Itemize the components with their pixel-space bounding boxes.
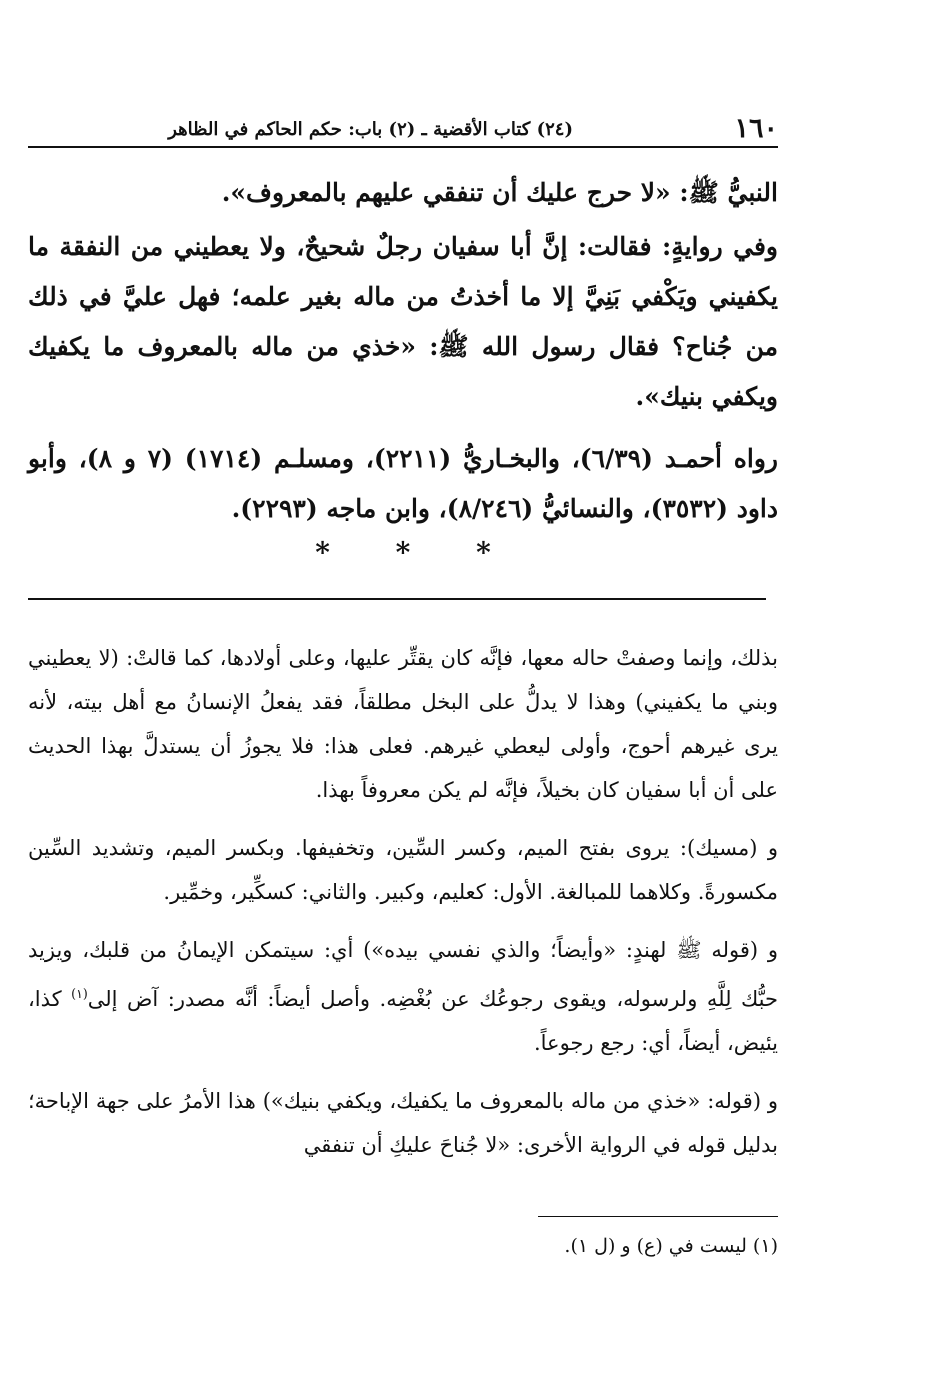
running-title: (٢٤) كتاب الأقضية ـ (٢) باب: حكم الحاكم في الظاهر: [168, 119, 573, 140]
footnote-rule: [538, 1216, 778, 1217]
commentary-paragraph-3-start: و (قوله ﷺ لهندٍ: «وأيضاً؛ والذي نفسي بيده») أي: سيتمكن الإيمانُ من قلبك، ويزيد حبُّك لِلَّهِ ولرسوله، ويقوى رجوعُك عن بُغْضِه. وأصل أيضاً: أنَّه مصدر: آض إلى: [28, 938, 778, 1011]
commentary-paragraph-2: و (مسيك): يروى بفتح الميم، وكسر السِّين، وتخفيفها. وبكسر الميم، وتشديد السِّين مكسورةً. وكلاهما للمبالغة. الأول: كعليم، وكبير. والثاني: كسكِّير، وخمِّير.: [28, 836, 778, 904]
hadith-text: [28, 168, 778, 546]
commentary-rule: [28, 598, 766, 600]
footnote: (١) ليست في (ع) و (ل ١).: [564, 1235, 778, 1257]
section-separator: [28, 536, 778, 569]
footnote-marker: (١): [71, 986, 88, 1001]
separator-star: *: [395, 536, 411, 569]
commentary-paragraph-3: [28, 928, 778, 1065]
separator-star: *: [476, 536, 491, 569]
hadith-paragraph-1: النبيُّ ﷺ: «لا حرج عليك أن تنفقي عليهم بالمعروف».: [221, 178, 778, 207]
hadith-takhrij: رواه أحمـد (٦/٣٩)، والبخـاريُّ (٢٢١١)، ومسلـم (١٧١٤) (٧ و ٨)، وأبو داود (٣٥٣٢)، والنسائيُّ (٨/٢٤٦)، وابن ماجه (٢٢٩٣).: [28, 444, 778, 523]
commentary-paragraph-4: و (قوله: «خذي من ماله بالمعروف ما يكفيك، ويكفي بنيك») هذا الأمرُ على جهة الإباحة؛ بدليل قوله في الرواية الأخرى: «لا جُناحَ عليكِ أن تنفقي: [28, 1089, 778, 1157]
book-page: [28, 0, 778, 1378]
page-number: ١٦٠: [734, 113, 778, 144]
hadith-paragraph-2: وفي روايةٍ: فقالت: إنَّ أبا سفيان رجلٌ شحيحٌ، ولا يعطيني من النفقة ما يكفيني ويَكْفي بَنِيَّ إلا ما أخذتُ من ماله بغير علمه؛ فهل عليَّ في ذلك من جُناح؟ فقال رسول الله ﷺ: «خذي من ماله بالمعروف ما يكفيك ويكفي بنيك».: [28, 232, 778, 411]
page-header: [28, 112, 778, 146]
commentary-paragraph-3-end: كذا، يئيض، أيضاً، أي: رجع رجوعاً.: [28, 987, 778, 1055]
header-rule: [28, 146, 778, 148]
commentary-text: [28, 636, 778, 1181]
commentary-paragraph-1: بذلك، وإنما وصفتْ حاله معها، فإنَّه كان يقتِّر عليها، وعلى أولادها، كما قالتْ: (لا يعطيني وبني ما يكفيني) وهذا لا يدلُّ على البخل مطلقاً، فقد يفعلُ الإنسانُ مع أهل بيته، لأنه يرى غيرهم أحوج، وأولى ليعطي غيرهم. فعلى هذا: فلا يجوزُ أن يستدلَّ بهذا الحديث على أن أبا سفيان كان بخيلاً، فإنَّه لم يكن معروفاً بهذا.: [28, 646, 778, 802]
separator-star: *: [315, 536, 330, 569]
